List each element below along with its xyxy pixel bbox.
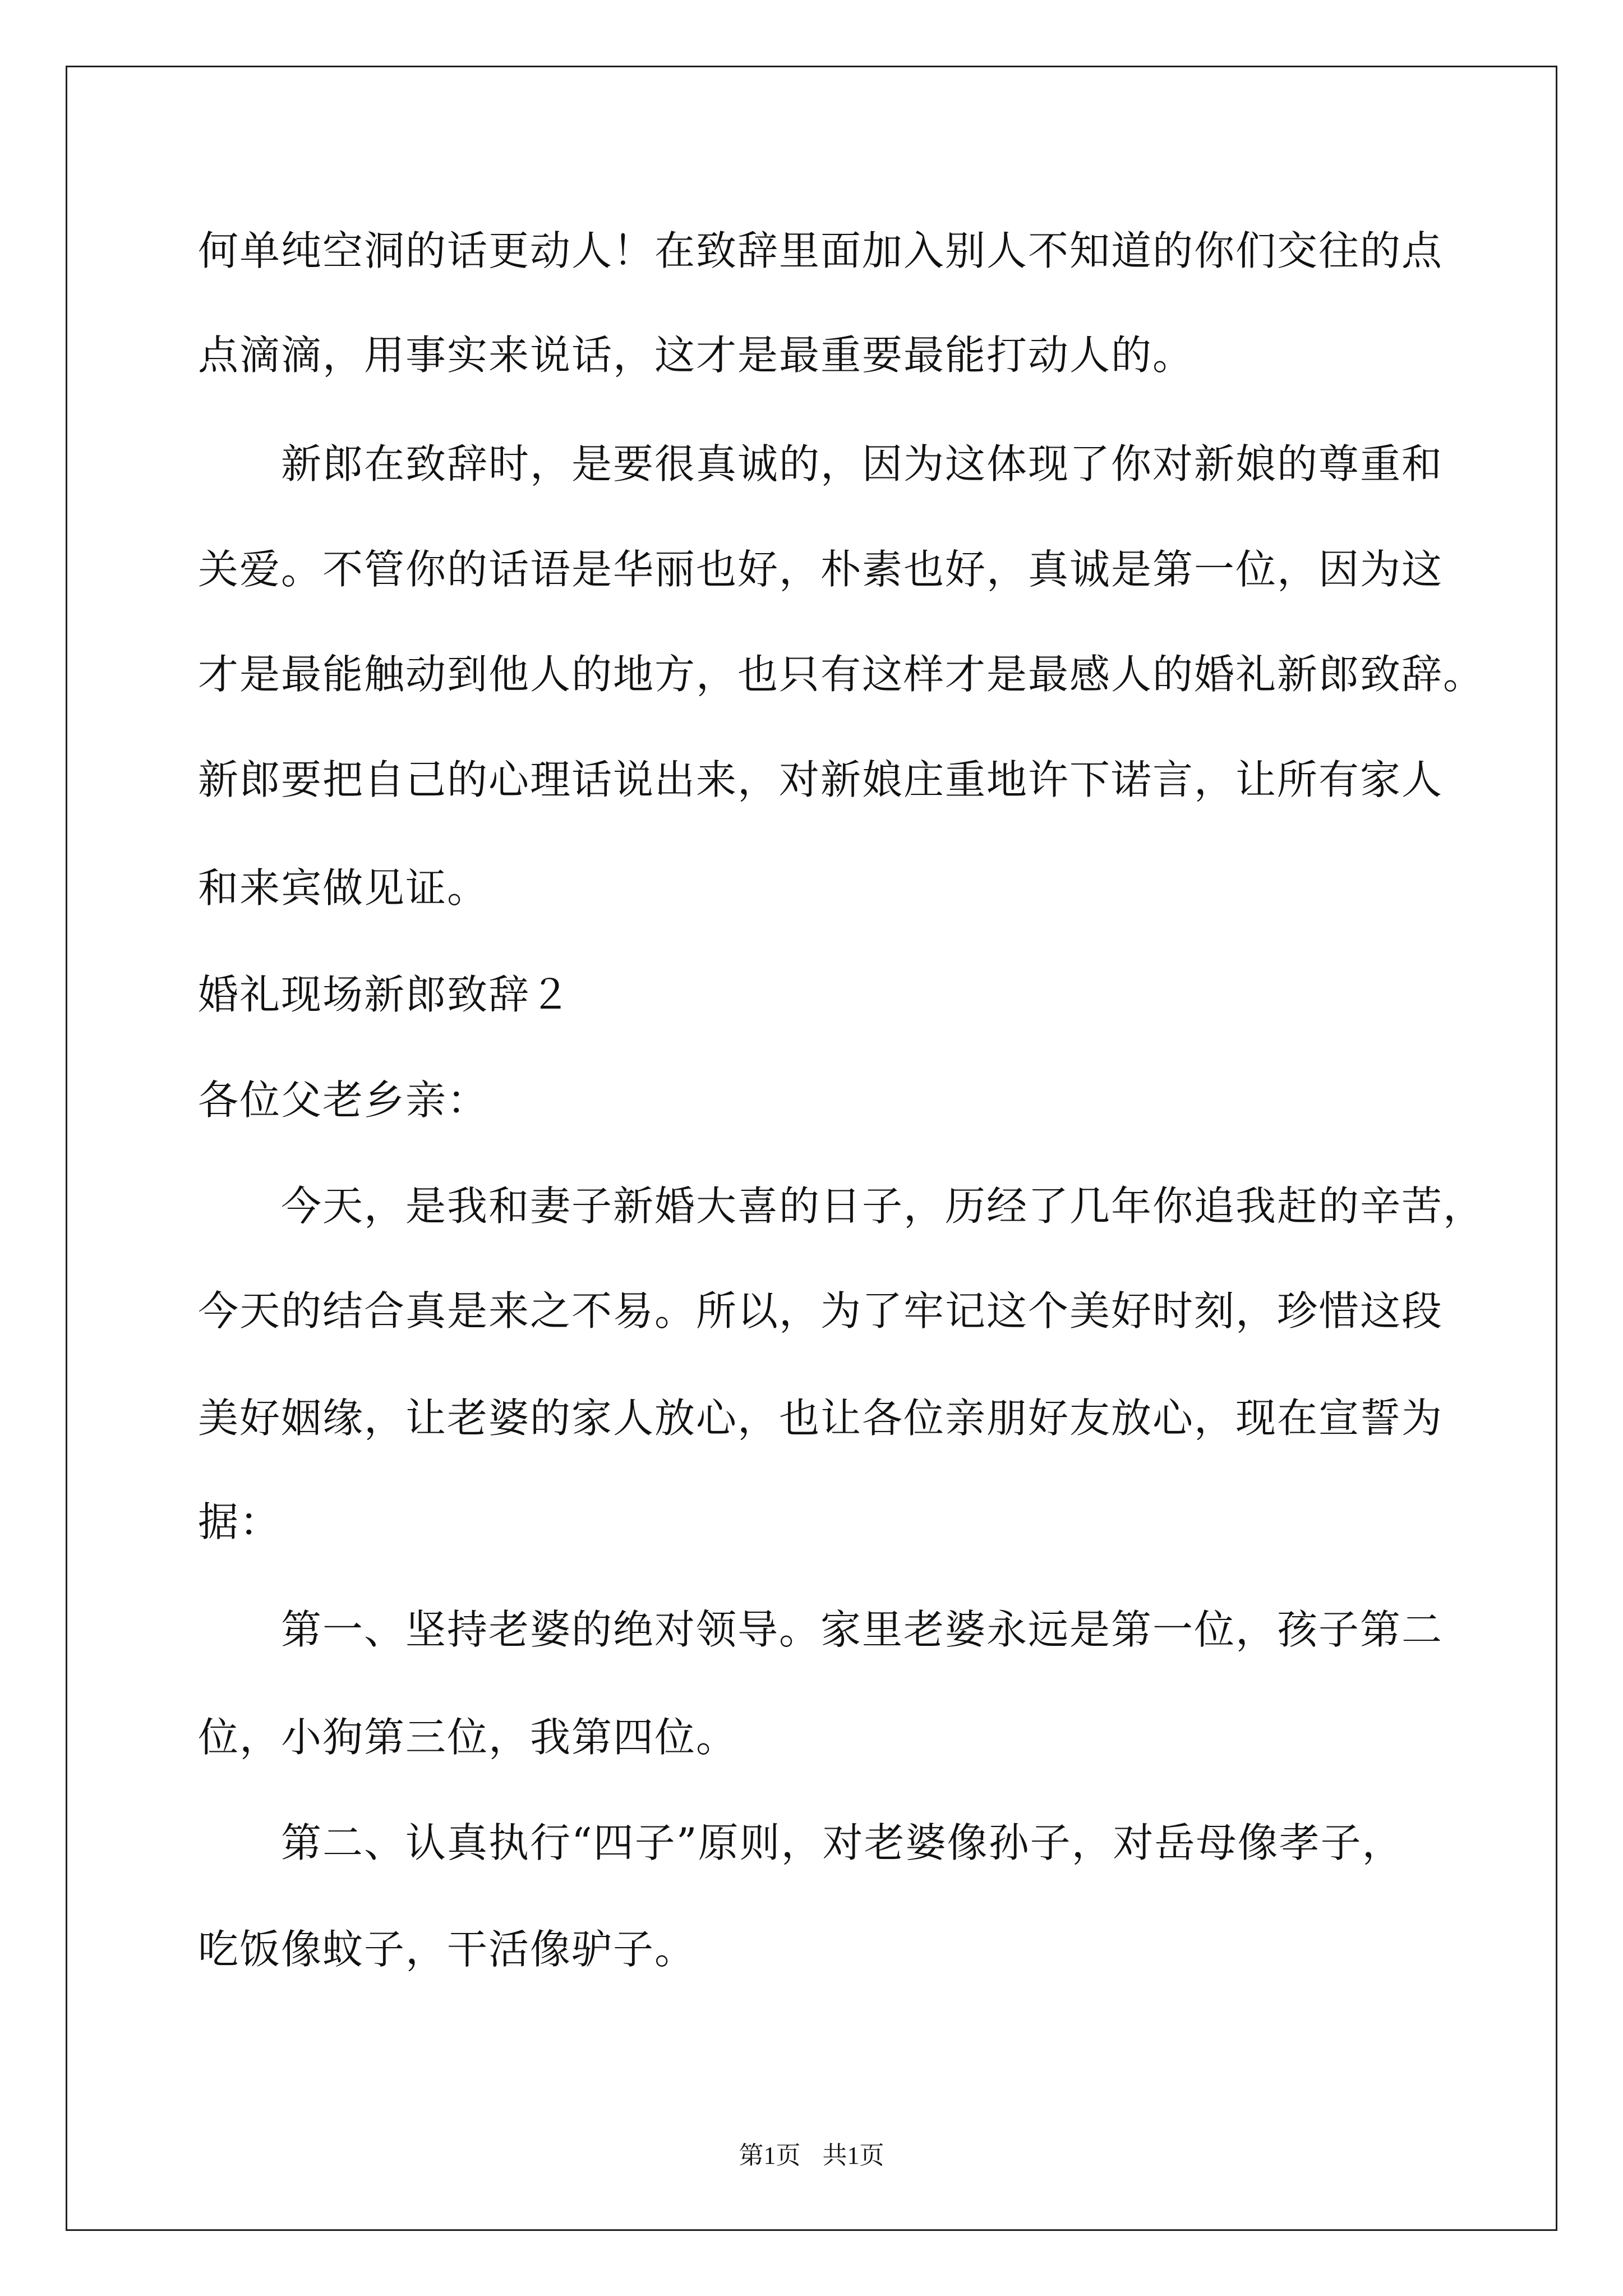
body-line-4: 关爱。不管你的话语是华丽也好，朴素也好，真诚是第一位，因为这 xyxy=(198,546,1444,593)
page-border xyxy=(66,66,1557,2231)
salutation: 各位父老乡亲： xyxy=(198,1076,489,1124)
body-line-7: 和来宾做见证。 xyxy=(198,864,489,912)
body-line-6: 新郎要把自己的心理话说出来，对新娘庄重地许下诺言，让所有家人 xyxy=(198,756,1444,803)
page-footer xyxy=(0,2140,1623,2171)
body-line-3: 新郎在致辞时，是要很真诚的，因为这体现了你对新娘的尊重和 xyxy=(198,440,1444,487)
body-line-15: 位，小狗第三位，我第四位。 xyxy=(198,1714,738,1761)
page-number: 第1页 xyxy=(739,2142,801,2169)
body-line-14: 第一、坚持老婆的绝对领导。家里老婆永远是第一位，孩子第二 xyxy=(198,1606,1444,1653)
body-line-12: 美好姻缘，让老婆的家人放心，也让各位亲朋好友放心，现在宣誓为 xyxy=(198,1395,1444,1442)
page-total: 共1页 xyxy=(822,2142,884,2169)
section-heading: 婚礼现场新郎致辞２ xyxy=(198,971,572,1018)
body-line-2: 点滴滴，用事实来说话，这才是最重要最能打动人的。 xyxy=(198,332,1195,379)
body-line-16: 第二、认真执行“四子”原则，对老婆像孙子，对岳母像孝子， xyxy=(198,1819,1404,1866)
body-line-1: 何单纯空洞的话更动人！在致辞里面加入别人不知道的你们交往的点 xyxy=(198,227,1444,274)
body-line-10: 今天，是我和妻子新婚大喜的日子，历经了几年你追我赶的辛苦， xyxy=(198,1182,1485,1230)
body-line-5: 才是最能触动到他人的地方，也只有这样才是最感人的婚礼新郎致辞。 xyxy=(198,651,1485,698)
body-line-11: 今天的结合真是来之不易。所以，为了牢记这个美好时刻，珍惜这段 xyxy=(198,1287,1444,1335)
body-line-13: 据： xyxy=(198,1498,282,1545)
body-line-17: 吃饭像蚊子，干活像驴子。 xyxy=(198,1926,697,1973)
